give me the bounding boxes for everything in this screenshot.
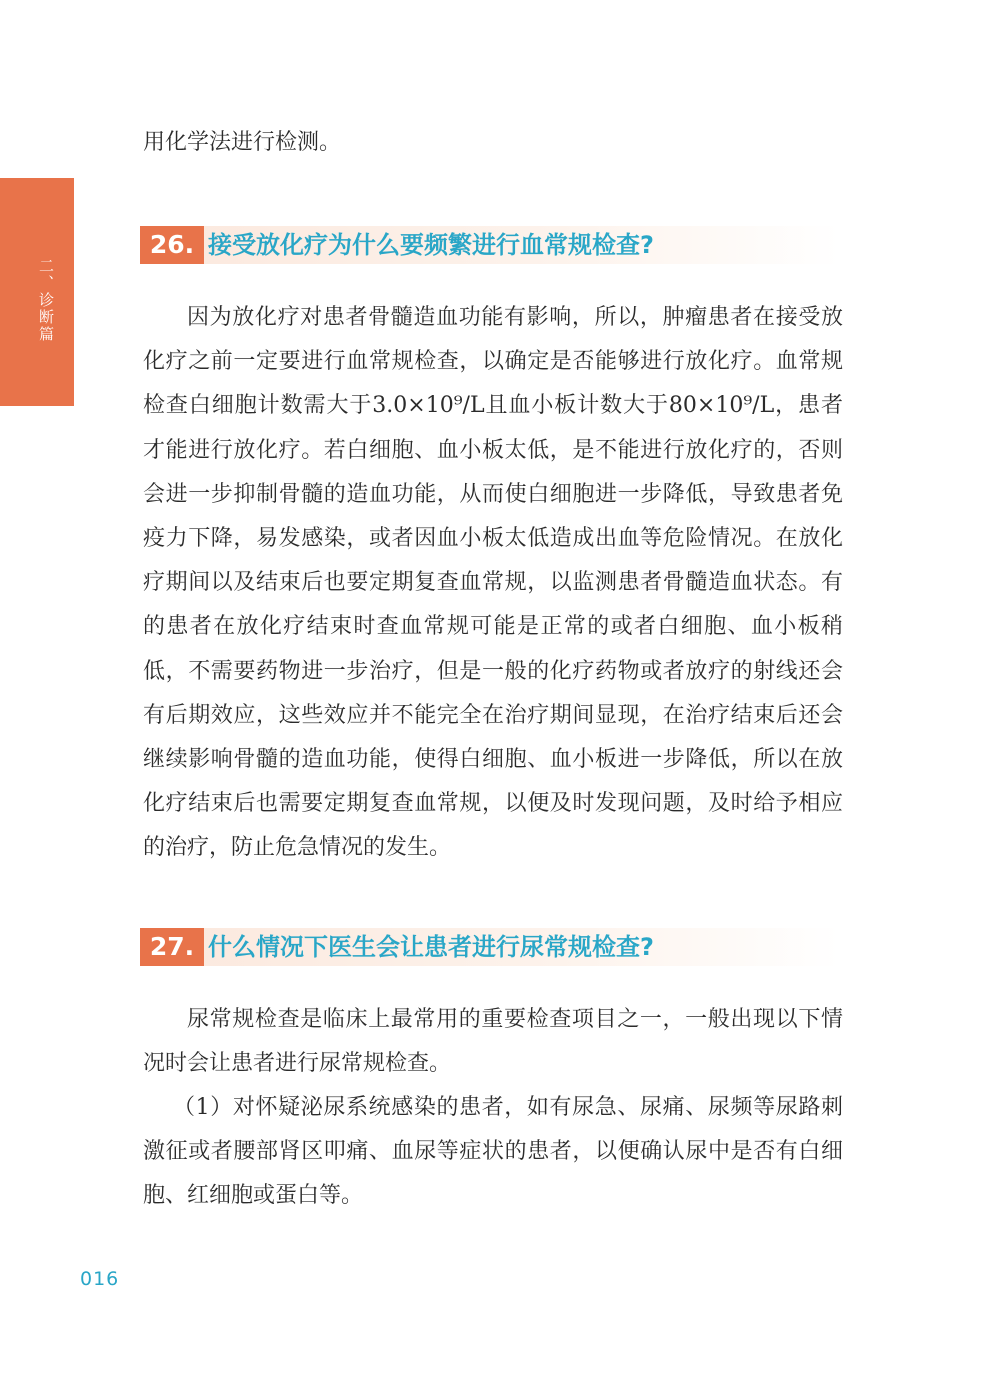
chapter-side-tab-label: 二、诊断篇 [37, 258, 55, 343]
section-27-title: 什么情况下医生会让患者进行尿常规检查? [208, 933, 654, 961]
section-27-number: 27. [140, 928, 204, 966]
section-27-heading [140, 928, 840, 966]
intro-paragraph: 用化学法进行检测。 [143, 130, 342, 155]
section-26-title: 接受放化疗为什么要频繁进行血常规检查? [208, 231, 654, 259]
page-number: 016 [80, 1268, 120, 1290]
section-26-paragraph: 因为放化疗对患者骨髓造血功能有影响，所以，肿瘤患者在接受放化疗之前一定要进行血常规检查，以确定是否能够进行放化疗。血常规检查白细胞计数需大于3.0×10⁹/L且血小板计数大于80×10⁹/L，患者才能进行放化疗。若白细胞、血小板太低，是不能进行放化疗的，否则会进一步抑制骨髓的造血功能，从而使白细胞进一步降低，导致患者免疫力下降，易发感染，或者因血小板太低造成出血等危险情况。在放化疗期间以及结束后也要定期复查血常规，以监测患者骨髓造血状态。有的患者在放化疗结束时查血常规可能是正常的或者白细胞、血小板稍低，不需要药物进一步治疗，但是一般的化疗药物或者放疗的射线还会有后期效应，这些效应并不能完全在治疗期间显现，在治疗结束后还会继续影响骨髓的造血功能，使得白细胞、血小板进一步降低，所以在放化疗结束后也需要定期复查血常规，以便及时发现问题，及时给予相应的治疗，防止危急情况的发生。 [143, 305, 843, 861]
section-26-number: 26. [140, 226, 204, 264]
section-26-heading [140, 226, 840, 264]
section-27-paragraph-2: （1）对怀疑泌尿系统感染的患者，如有尿急、尿痛、尿频等尿路刺激征或者腰部肾区叩痛、血尿等症状的患者，以便确认尿中是否有白细胞、红细胞或蛋白等。 [143, 1095, 843, 1209]
section-27-paragraph-1: 尿常规检查是临床上最常用的重要检查项目之一，一般出现以下情况时会让患者进行尿常规检查。 [143, 1007, 843, 1077]
